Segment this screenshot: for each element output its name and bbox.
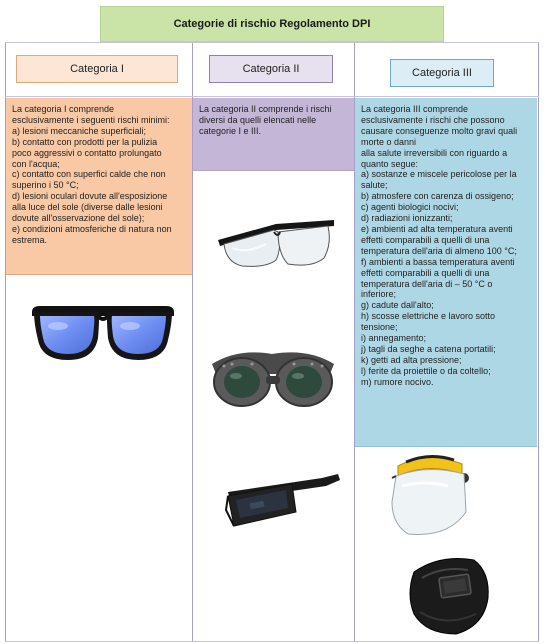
- category-1-label: Categoria I: [16, 55, 178, 83]
- category-1-image-border: [6, 274, 192, 275]
- welding-goggles-image: [208, 344, 338, 412]
- bottom-border: [5, 641, 539, 642]
- category-2-label: Categoria II: [209, 55, 333, 83]
- page-title: Categorie di rischio Regolamento DPI: [100, 6, 444, 42]
- header-divider: [5, 42, 539, 43]
- clear-safety-glasses-image: [216, 214, 336, 274]
- category-3-description: La categoria III comprende esclusivamente i rischi che possono causare conseguenze molto gravi quali morte o danni alla salute irreversibili con riguardo a quanto segue: a) sostanze e miscele pericolose per la salute; b) atmosfere con carenza di ossigeno; c) agenti biologici nocivi; d) radiazioni ionizzanti; e) ambienti ad alta temperatura aventi effetti comparabili a quelli di una temperatura dell'aria di almeno 100 °C; f) ambienti a bassa temperatura aventi effetti comparabili a quelli di una temperatura dell'aria di – 50 °C o inferiore; g) cadute dall'alto; h) scosse elettriche e lavoro sotto tensione; i) annegamento; j) tagli da seghe a catena portatili; k) getti ad alta pressione; l) ferite da proiettile o da coltello; m) rumore nocivo.: [355, 98, 537, 446]
- auto-darkening-welding-glasses-image: [222, 466, 342, 536]
- face-shield-visor-image: [378, 452, 478, 540]
- welding-helmet-image: [400, 552, 494, 636]
- blue-mirrored-sunglasses-image: [28, 298, 178, 370]
- category-2-image-border: [193, 170, 354, 171]
- column-divider-right: [538, 42, 539, 642]
- category-2-description: La categoria II comprende i rischi diversi da quelli elencati nelle categorie I e III.: [193, 98, 354, 170]
- category-1-description: La categoria I comprende esclusivamente i seguenti rischi minimi: a) lesioni meccaniche superficiali; b) contatto con prodotti per la pulizia poco aggressivi o contatto prolungato con l'acqua; c) contatto con superfici calde che non superino i 50 °C; d) lesioni oculari dovute all'esposizione alla luce del sole (diverse dalle lesioni dovute all'osservazione del sole); e) condizioni atmosferiche di natura non estrema.: [6, 98, 192, 274]
- label-row-divider: [5, 96, 539, 97]
- category-3-label: Categoria III: [390, 59, 494, 87]
- category-3-image-border: [355, 446, 537, 447]
